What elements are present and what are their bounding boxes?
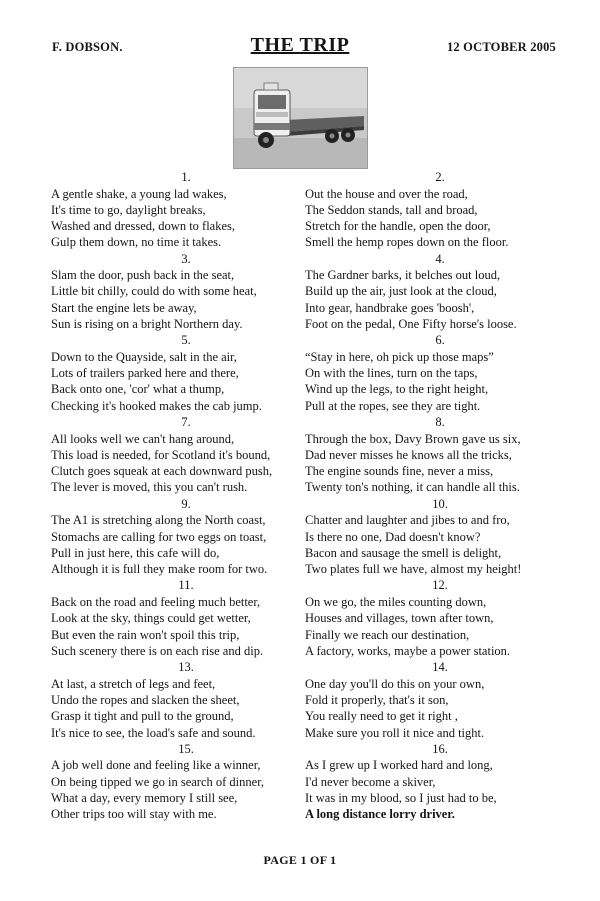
stanza-number: 2. [435, 170, 445, 184]
stanza-line: This load is needed, for Scotland it's bound, [51, 447, 271, 462]
stanza-number: 14. [432, 660, 448, 675]
stanza-line: Little bit chilly, could do with some heat, [51, 284, 257, 299]
stanza-line: At last, a stretch of legs and feet, [51, 676, 216, 691]
stanza-line: I'd never become a skiver, [305, 774, 436, 789]
stanza-number: 11. [178, 578, 194, 593]
stanza [305, 332, 575, 414]
stanza-line: Twenty ton's nothing, it can handle all this. [305, 480, 520, 495]
stanza-line: A gentle shake, a young lad wakes, [51, 186, 227, 201]
stanza-line: On being tipped we go in search of dinner, [51, 774, 264, 789]
stanza [51, 741, 321, 823]
page-header [0, 34, 600, 62]
stanza-line: Two plates full we have, almost my height! [305, 562, 522, 577]
stanza-line: The Seddon stands, tall and broad, [305, 202, 478, 217]
stanza-line: Grasp it tight and pull to the ground, [51, 709, 234, 724]
stanza-line: Houses and villages, town after town, [305, 611, 494, 626]
stanza-line: What a day, every memory I still see, [51, 790, 238, 805]
right-column [305, 169, 575, 823]
stanza-line: Pull in just here, this cafe will do, [51, 545, 220, 560]
stanza-line: But even the rain won't spoil this trip, [51, 627, 240, 642]
stanza-line: Other trips too will stay with me. [51, 807, 217, 822]
stanza-number: 6. [435, 333, 445, 348]
stanza-line: Washed and dressed, down to flakes, [51, 219, 236, 234]
stanza-line: Sun is rising on a bright Northern day. [51, 317, 243, 332]
stanza-line: Dad never misses he knows all the tricks, [305, 447, 512, 462]
stanza [305, 169, 575, 251]
lorry-photo [233, 67, 368, 169]
stanza-line: The Gardner barks, it belches out loud, [305, 268, 501, 283]
stanza-line: Smell the hemp ropes down on the floor. [305, 235, 509, 250]
stanza [51, 577, 321, 659]
lorry-illustration [234, 68, 367, 168]
stanza-line: Gulp them down, no time it takes. [51, 235, 222, 250]
stanza-line: Back on the road and feeling much better, [51, 594, 261, 609]
stanza-line: It's time to go, daylight breaks, [51, 202, 206, 217]
stanza-line: Fold it properly, that's it son, [305, 692, 449, 707]
date: 12 OCTOBER 2005 [446, 40, 556, 54]
stanza-line: Chatter and laughter and jibes to and fro, [305, 513, 510, 528]
stanza-line: Into gear, handbrake goes 'boosh', [305, 300, 475, 315]
stanza [305, 414, 575, 496]
stanza-line: Wind up the legs, to the right height, [305, 382, 489, 397]
stanza-line: Back onto one, 'cor' what a thump, [51, 382, 225, 397]
stanza [305, 496, 575, 578]
stanza [305, 251, 575, 333]
stanza-line: Down to the Quayside, salt in the air, [51, 349, 237, 364]
stanza-line: Finally we reach our destination, [305, 627, 470, 642]
stanza-number: 7. [181, 415, 191, 430]
stanza-line: A job well done and feeling like a winner, [51, 758, 261, 773]
stanza-line: As I grew up I worked hard and long, [305, 758, 493, 773]
author: F. DOBSON. [52, 40, 123, 54]
stanza-line: Although it is full they make room for two. [51, 562, 268, 577]
stanza-number: 8. [435, 415, 445, 430]
stanza-line: It's nice to see, the load's safe and sound. [51, 725, 256, 740]
page-footer: PAGE 1 OF 1 [263, 853, 337, 867]
stanza-line: On we go, the miles counting down, [305, 594, 487, 609]
stanza [51, 169, 321, 251]
stanza-line: Build up the air, just look at the cloud, [305, 284, 497, 299]
stanza-number: 16. [432, 741, 448, 756]
stanza-line: One day you'll do this on your own, [305, 676, 485, 691]
stanza-number: 3. [181, 251, 191, 266]
stanza [305, 577, 575, 659]
stanza-number: 9. [181, 496, 191, 511]
stanza-line: Such scenery there is on each rise and dip. [51, 643, 264, 658]
stanza [305, 659, 575, 741]
stanza-line: Clutch goes squeak at each downward push, [51, 464, 273, 479]
stanza-line: The A1 is stretching along the North coast, [51, 513, 266, 528]
stanza-line: A factory, works, maybe a power station. [305, 643, 511, 658]
stanza-line: Start the engine lets be away, [51, 300, 197, 315]
stanza-line: The engine sounds fine, never a miss, [305, 464, 494, 479]
stanza [51, 414, 321, 496]
stanza-line: Make sure you roll it nice and tight. [305, 725, 485, 740]
stanza-number: 12. [432, 578, 448, 593]
stanza-line: Slam the door, push back in the seat, [51, 268, 235, 283]
stanza-number: 10. [432, 496, 448, 511]
stanza-line: All looks well we can't hang around, [51, 431, 235, 446]
stanza-line: Stomachs are calling for two eggs on toast, [51, 529, 267, 544]
stanza [51, 251, 321, 333]
stanza-number: 1. [181, 170, 191, 184]
stanza-line: It was in my blood, so I just had to be, [305, 790, 497, 805]
stanza-line: Is there no one, Dad doesn't know? [305, 529, 481, 544]
stanza-number: 5. [181, 333, 191, 348]
stanza-line: Pull at the ropes, see they are tight. [305, 398, 481, 413]
stanza-line: “Stay in here, oh pick up those maps” [305, 349, 494, 364]
stanza-line: Stretch for the handle, open the door, [305, 219, 491, 234]
stanza [51, 332, 321, 414]
stanza [51, 659, 321, 741]
stanza-line: Through the box, Davy Brown gave us six, [305, 431, 521, 446]
stanza-line: Foot on the pedal, One Fifty horse's loose. [305, 317, 517, 332]
left-column [51, 169, 321, 823]
stanza-line-closing: A long distance lorry driver. [305, 807, 455, 822]
stanza-line: Out the house and over the road, [305, 186, 468, 201]
stanza-number: 4. [435, 251, 445, 266]
stanza-line: You really need to get it right , [305, 709, 458, 724]
stanza [305, 741, 575, 823]
stanza [51, 496, 321, 578]
stanza-number: 13. [178, 660, 194, 675]
stanza-line: Look at the sky, things could get wetter, [51, 611, 251, 626]
stanza-line: The lever is moved, this you can't rush. [51, 480, 248, 495]
page-title: THE TRIP [250, 34, 350, 56]
stanza-line: Undo the ropes and slacken the sheet, [51, 692, 240, 707]
stanza-line: Bacon and sausage the smell is delight, [305, 545, 502, 560]
stanza-line: On with the lines, turn on the taps, [305, 366, 478, 381]
stanza-line: Lots of trailers parked here and there, [51, 366, 239, 381]
stanza-line: Checking it's hooked makes the cab jump. [51, 398, 262, 413]
stanza-number: 15. [178, 741, 194, 756]
